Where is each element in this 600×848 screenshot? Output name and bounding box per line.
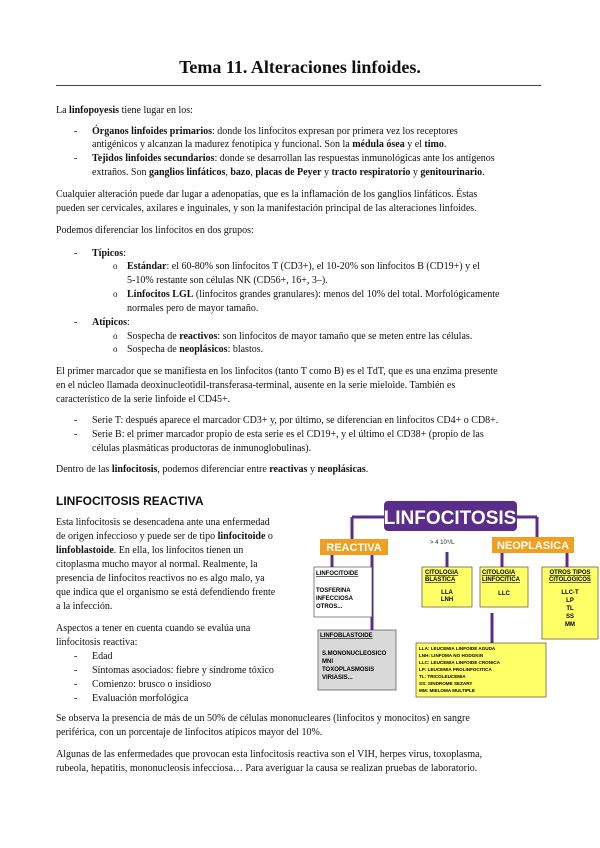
paragraph: pueden ser cervicales, axilares e inguinales, y son la manifestación principal de las alteraciones linfoides. xyxy=(56,203,477,214)
linfoblastoide-entry: S.MONONUCLEOSICO xyxy=(322,651,387,657)
linfocitoide-entry: INFECCIOSA xyxy=(316,596,354,602)
otros-tipos-entry: LP xyxy=(566,598,574,604)
linfocitosis-diagram xyxy=(312,495,600,700)
document-page: Tema 11. Alteraciones linfoides. La linfopoyesis tiene lugar en los: - Órganos linfoides primarios: donde los linfocitos expresan por primera vez los receptores antigénicos y alcanzan la madurez fenotípica y funcional. Son la médula ósea y el timo. - Tejidos linfoides secundarios: donde se desarrollan las respuestas inmunológicas ante los antígenos extraños. Son ganglios linfáticos, bazo, placas de Peyer y tracto respiratorio y genitourinario. Cualquier alteración puede dar lugar a adenopatías, que es la inflamación de los ganglios linfáticos. Éstas pueden ser cervicales, axilares e inguinales, y son la manifestación principal de las alteraciones linfoides. Podemos diferenciar los linfocitos en dos grupos: - Típicos: o Estándar: el 60-80% son linfocitos T (CD3+), el 10-20% son linfocitos B (CD19+) y el 5-10% restante son células NK (CD56+, 16+, 3–). o Linfocitos LGL (linfocitos grandes granulares): menos del 10% del total. Morfológicamente normales pero de mayor tamaño. - Atípicos: o Sospecha de reactivos: son linfocitos de mayor tamaño que se meten entre las células. o Sospecha de neoplásicos: blastos. El primer marcador que se manifiesta en los linfocitos (tanto T como B) es el TdT, que es una enzima presente en el núcleo llamada deoxinucleotidil-transferasa-terminal, ausente en la serie mieloide. También es característico de la serie linfoide el CD45+. - Serie T: después aparece el marcador CD3+ y, por último, se diferencian en linfocitos CD4+ o CD8+. - Serie B: el primer marcador propio de esta serie es el CD19+, y el último el CD38+ (propio de las células plasmáticas productoras de inmunoglobulinas). Dentro de las linfocitosis, podemos diferenciar entre reactivas y neoplásicas. LINFOCITOSIS REACTIVA Esta linfocitosis se desencadena ante una enfermedad de origen infeccioso y puede ser de tipo linfocitoide o linfoblastoide. En ella, los linfocitos tienen un citoplasma mucho mayor al normal. Realmente, la presencia de linfocitos reactivos no es algo malo, ya que indica que el organismo se está defendiendo frente a la infección. Aspectos a tener en cuenta cuando se evalúa una linfocitosis reactiva: - Edad - Síntomas asociados: fiebre y síndrome tóxico - Comienzo: brusco o insidioso - Evaluación morfológica Se observa la presencia de más de un 50% de células mononucleares (linfocitos y monocitos) en sangre periférica, con un porcentaje de linfocitos atípicos mayor del 10%. Algunas de las enfermedades que provocan esta linfocitosis reactiva son el VIH, herpes virus, toxoplasma, rubeola, hepatitis, mononucleosis infecciosa… Para averiguar la causa se realizan pruebas de laboratorio. LINFOCITOSIS > 4 10⁹/L REACTIVA NEOPLASICA LINFOCITOIDE TOSFERINA INFECCIOSA OTROS... CITOLOGIA BLASTICA LLA LNH CITOLOGIA LINFOCITICA LLC OTROS TIPOS CITOLOGICOS LLC-T LP TL SS MM LINFOBLASTOIDE S.MONONUCLEOSICO MNI TOXOPLASMOSIS VIRIASIS... LLA: LEUCEMIA LINFOIDE AGUDA LNH: LINFOMA NO HODGKIN LLC: LEUCEMIA LINFOIDE CRONICA LP: LEUCEMIA PROLINFOCITICA TL: TRICOLEUCEMIA SS: SINDROME SEZARY MM: MIELOMA MULTIPLE xyxy=(0,0,600,848)
paragraph: periférica, con un porcentaje de linfocitos atípicos mayor del 10%. xyxy=(56,727,323,738)
linfocitoide-entry: OTROS... xyxy=(316,604,343,610)
otros-tipos-entry: MM xyxy=(565,622,575,628)
reactivos-item: Sospecha de reactivos: son linfocitos de mayor tamaño que se meten entre las células. xyxy=(127,331,473,342)
bullet-circle: o xyxy=(113,261,118,271)
intro-line: La linfopoyesis tiene lugar en los: xyxy=(56,105,193,116)
linfoblastoide-entry: MNI xyxy=(322,659,333,665)
linfocitoide-label: LINFOCITOIDE xyxy=(316,571,359,577)
page-title: Tema 11. Alteraciones linfoides. xyxy=(179,57,421,77)
bullet-circle: o xyxy=(113,344,118,354)
bullet-circle: o xyxy=(113,331,118,341)
aspecto-item: Edad xyxy=(92,651,113,662)
linfocitoide-entry: TOSFERINA xyxy=(316,588,351,594)
linfoblastoide-label: LINFOBLASTOIDE xyxy=(320,633,373,639)
section-heading: LINFOCITOSIS REACTIVA xyxy=(56,494,204,508)
otros-tipos-label: OTROS TIPOS xyxy=(549,570,591,576)
paragraph: Algunas de las enfermedades que provocan esta linfocitosis reactiva son el VIH, herpes virus, toxoplasma, xyxy=(56,749,483,760)
paragraph: Dentro de las linfocitosis, podemos diferenciar entre reactivas y neoplásicas. xyxy=(56,464,369,475)
serie-b-item: Serie B: el primer marcador propio de esta serie es el CD19+, y el último el CD38+ (propio de las xyxy=(92,429,484,440)
linfoblastoide-entry: VIRIASIS... xyxy=(322,675,353,681)
title-rule xyxy=(56,85,541,86)
paragraph: Se observa la presencia de más de un 50% de células mononucleares (linfocitos y monocitos) en sangre xyxy=(56,713,470,724)
legend-entry: LLC: LEUCEMIA LINFOIDE CRONICA xyxy=(419,660,500,665)
legend-entry: MM: MIELOMA MULTIPLE xyxy=(419,688,475,693)
tejidos-secundarios-item: Tejidos linfoides secundarios: donde se desarrollan las respuestas inmunológicas ante los antígenos xyxy=(92,153,495,164)
paragraph: rubeola, hepatitis, mononucleosis infecciosa… Para averiguar la causa se realizan pruebas de laboratorio. xyxy=(56,763,478,774)
estandar-item: Estándar: el 60-80% son linfocitos T (CD3+), el 10-20% son linfocitos B (CD19+) y el xyxy=(127,261,480,272)
neoplasicos-item: Sospecha de neoplásicos: blastos. xyxy=(127,344,264,355)
aspecto-item: Síntomas asociados: fiebre y síndrome tóxico xyxy=(92,665,274,676)
legend-entry: LP: LEUCEMIA PROLINFOCITICA xyxy=(419,667,492,672)
paragraph: en el núcleo llamada deoxinucleotidil-transferasa-terminal, ausente en la serie mieloide. También es xyxy=(56,380,456,391)
cit-linfocitica-label: LINFOCITICA xyxy=(482,577,520,583)
main-label: LINFOCITOSIS xyxy=(383,508,517,529)
lgl-item: Linfocitos LGL (linfocitos grandes granulares): menos del 10% del total. Morfológicamente xyxy=(127,289,500,300)
atipicos-label: Atípicos: xyxy=(92,317,130,328)
paragraph: Podemos diferenciar los linfocitos en dos grupos: xyxy=(56,225,254,236)
otros-tipos-entry: TL xyxy=(566,606,574,612)
otros-tipos-label: CITOLOGICOS xyxy=(549,577,591,583)
aspecto-item: Evaluación morfológica xyxy=(92,693,189,704)
tipicos-label: Típicos: xyxy=(92,248,126,259)
cit-blastica-label: BLASTICA xyxy=(425,577,456,583)
paragraph: El primer marcador que se manifiesta en los linfocitos (tanto T como B) es el TdT, que es una enzima presente xyxy=(56,366,498,377)
paragraph: característico de la serie linfoide el CD45+. xyxy=(56,394,231,405)
serie-t-item: Serie T: después aparece el marcador CD3+ y, por último, se diferencian en linfocitos CD4+ o CD8+. xyxy=(92,415,499,426)
organos-primarios-item: Órganos linfoides primarios: donde los linfocitos expresan por primera vez los receptores xyxy=(92,126,458,137)
paragraph: Cualquier alteración puede dar lugar a adenopatías, que es la inflamación de los ganglios linfáticos. Éstas xyxy=(56,189,478,200)
aspecto-item: Comienzo: brusco o insidioso xyxy=(92,679,212,690)
legend-entry: SS: SINDROME SEZARY xyxy=(419,681,473,686)
neoplasica-label: NEOPLASICA xyxy=(496,540,570,552)
otros-tipos-entry: LLC-T xyxy=(561,590,579,596)
threshold-label: > 4 10⁹/L xyxy=(430,540,455,546)
legend-entry: TL: TRICOLEUCEMIA xyxy=(419,674,466,679)
cit-linfocitica-entry: LLC xyxy=(498,591,510,597)
legend-entry: LLA: LEUCEMIA LINFOIDE AGUDA xyxy=(419,646,496,651)
cit-blastica-entry: LLA xyxy=(441,590,453,596)
cit-linfocitica-label: CITOLOGIA xyxy=(482,570,516,576)
reactiva-label: REACTIVA xyxy=(326,542,382,554)
cit-blastica-label: CITOLOGIA xyxy=(425,570,459,576)
cit-blastica-entry: LNH xyxy=(440,597,454,603)
otros-tipos-entry: SS xyxy=(565,614,575,620)
legend-entry: LNH: LINFOMA NO HODGKIN xyxy=(419,653,484,658)
linfoblastoide-entry: TOXOPLASMOSIS xyxy=(322,667,375,673)
bullet-circle: o xyxy=(113,289,118,299)
